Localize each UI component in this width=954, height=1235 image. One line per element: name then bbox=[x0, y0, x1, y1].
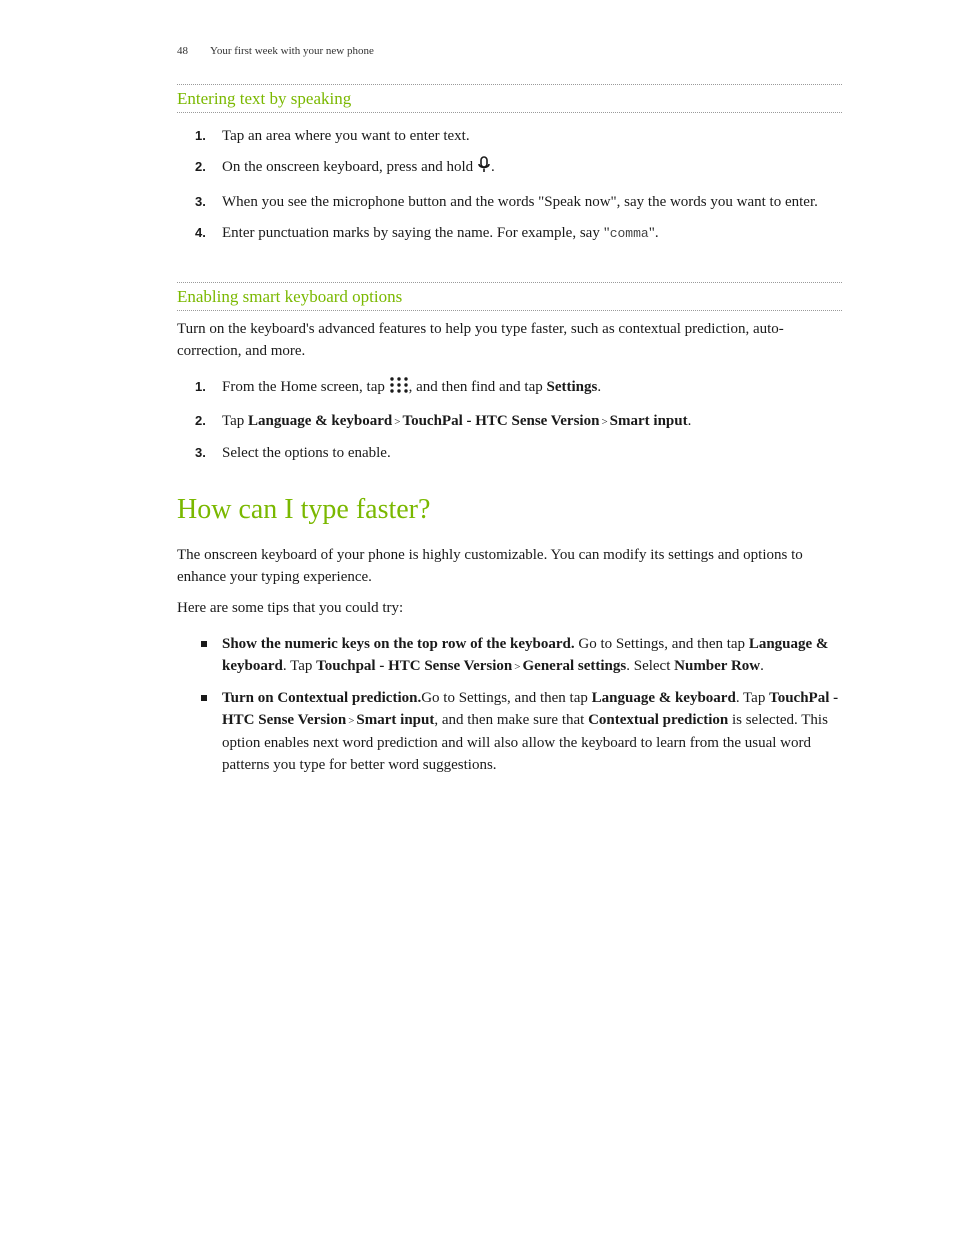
ui-term: Language & keyboard bbox=[591, 690, 736, 706]
tip-text: , and then make sure that bbox=[434, 712, 589, 728]
tip-text: Go to Settings, and then tap bbox=[421, 690, 592, 706]
step-text-end: . bbox=[687, 413, 692, 429]
step-text: Select the options to enable. bbox=[222, 445, 391, 461]
tip-text: . Tap bbox=[282, 658, 317, 674]
step-number: 1. bbox=[195, 379, 206, 394]
step-text-end: . bbox=[490, 159, 495, 175]
list-item bbox=[177, 125, 842, 147]
step-text: , and then find and tap bbox=[408, 379, 543, 395]
tip-text: is selected. This option enables next word prediction and will also allow the keyboard to learn from the usual word patterns you type for better word suggestions. bbox=[222, 712, 828, 773]
chapter-heading: How can I type faster? bbox=[177, 494, 431, 525]
chapter-title: Your first week with your new phone bbox=[210, 45, 374, 57]
tip-heading: Turn on Contextual prediction. bbox=[222, 690, 422, 706]
step-text: On the onscreen keyboard, press and hold bbox=[222, 159, 474, 175]
tip-heading: Show the numeric keys on the top row of the keyboard. bbox=[222, 636, 575, 652]
bullet bbox=[201, 641, 207, 647]
bullet bbox=[201, 695, 207, 701]
ui-term: General settings bbox=[522, 658, 627, 674]
step-text: When you see the microphone button and the words "Speak now", say the words you want to enter. bbox=[222, 194, 818, 210]
tip-text: . bbox=[760, 658, 764, 674]
tips-list bbox=[177, 633, 842, 776]
ui-term: Language & keyboard bbox=[248, 413, 393, 429]
microphone-icon bbox=[477, 156, 491, 181]
step-text: Tap bbox=[222, 413, 245, 429]
ui-term: TouchPal - HTC Sense Version bbox=[402, 413, 600, 429]
ui-term: Number Row bbox=[674, 658, 761, 674]
path-separator: > bbox=[601, 416, 608, 428]
section-title-text: Entering text by speaking bbox=[177, 89, 352, 108]
ui-term: Touchpal - HTC Sense Version bbox=[316, 658, 513, 674]
step-text-end: ". bbox=[648, 225, 659, 241]
step-text: Enter punctuation marks by saying the name. For example, say " bbox=[222, 225, 610, 241]
step-number: 2. bbox=[195, 413, 206, 428]
list-item bbox=[177, 633, 842, 678]
step-text: Tap an area where you want to enter text. bbox=[222, 128, 470, 144]
running-header bbox=[177, 45, 374, 57]
smart-keyboard-steps bbox=[177, 376, 842, 464]
list-item bbox=[177, 222, 842, 245]
tip-text: . Select bbox=[626, 658, 675, 674]
step-text: From the Home screen, tap bbox=[222, 379, 385, 395]
tips-intro: Here are some tips that you could try: bbox=[177, 600, 404, 616]
step-number: 2. bbox=[195, 159, 206, 174]
path-separator: > bbox=[394, 416, 401, 428]
speaking-steps bbox=[177, 125, 842, 245]
apps-grid-icon bbox=[389, 376, 409, 401]
code-word: comma bbox=[609, 226, 649, 241]
section-title-entering-text bbox=[177, 84, 842, 113]
step-number: 4. bbox=[195, 225, 206, 240]
type-faster-intro: The onscreen keyboard of your phone is highly customizable. You can modify its settings and options to enhance your typing experience. bbox=[177, 547, 803, 585]
list-item bbox=[177, 191, 842, 213]
ui-term: Contextual prediction bbox=[588, 712, 729, 728]
step-number: 1. bbox=[195, 128, 206, 143]
smart-keyboard-intro: Turn on the keyboard's advanced features to help you type faster, such as contextual prediction, auto-correction, and more. bbox=[177, 321, 784, 359]
page-number: 48 bbox=[177, 45, 188, 57]
ui-term: Settings bbox=[546, 379, 598, 395]
ui-term: TouchPal - HTC Sense Version bbox=[222, 690, 839, 728]
list-item bbox=[177, 410, 842, 433]
ui-term: Smart input bbox=[609, 413, 688, 429]
ui-term: Smart input bbox=[356, 712, 435, 728]
step-text-end: . bbox=[597, 379, 602, 395]
tip-text: . Tap bbox=[735, 690, 770, 706]
list-item bbox=[177, 442, 842, 464]
ui-term: Language & keyboard bbox=[222, 636, 829, 674]
section-title-text: Enabling smart keyboard options bbox=[177, 287, 403, 306]
list-item bbox=[177, 687, 842, 776]
step-number: 3. bbox=[195, 445, 206, 460]
section-title-smart-keyboard bbox=[177, 282, 842, 311]
step-number: 3. bbox=[195, 194, 206, 209]
path-separator: > bbox=[348, 715, 355, 727]
list-item bbox=[177, 156, 842, 181]
path-separator: > bbox=[514, 661, 521, 673]
tip-text: Go to Settings, and then tap bbox=[574, 636, 749, 652]
list-item bbox=[177, 376, 842, 401]
